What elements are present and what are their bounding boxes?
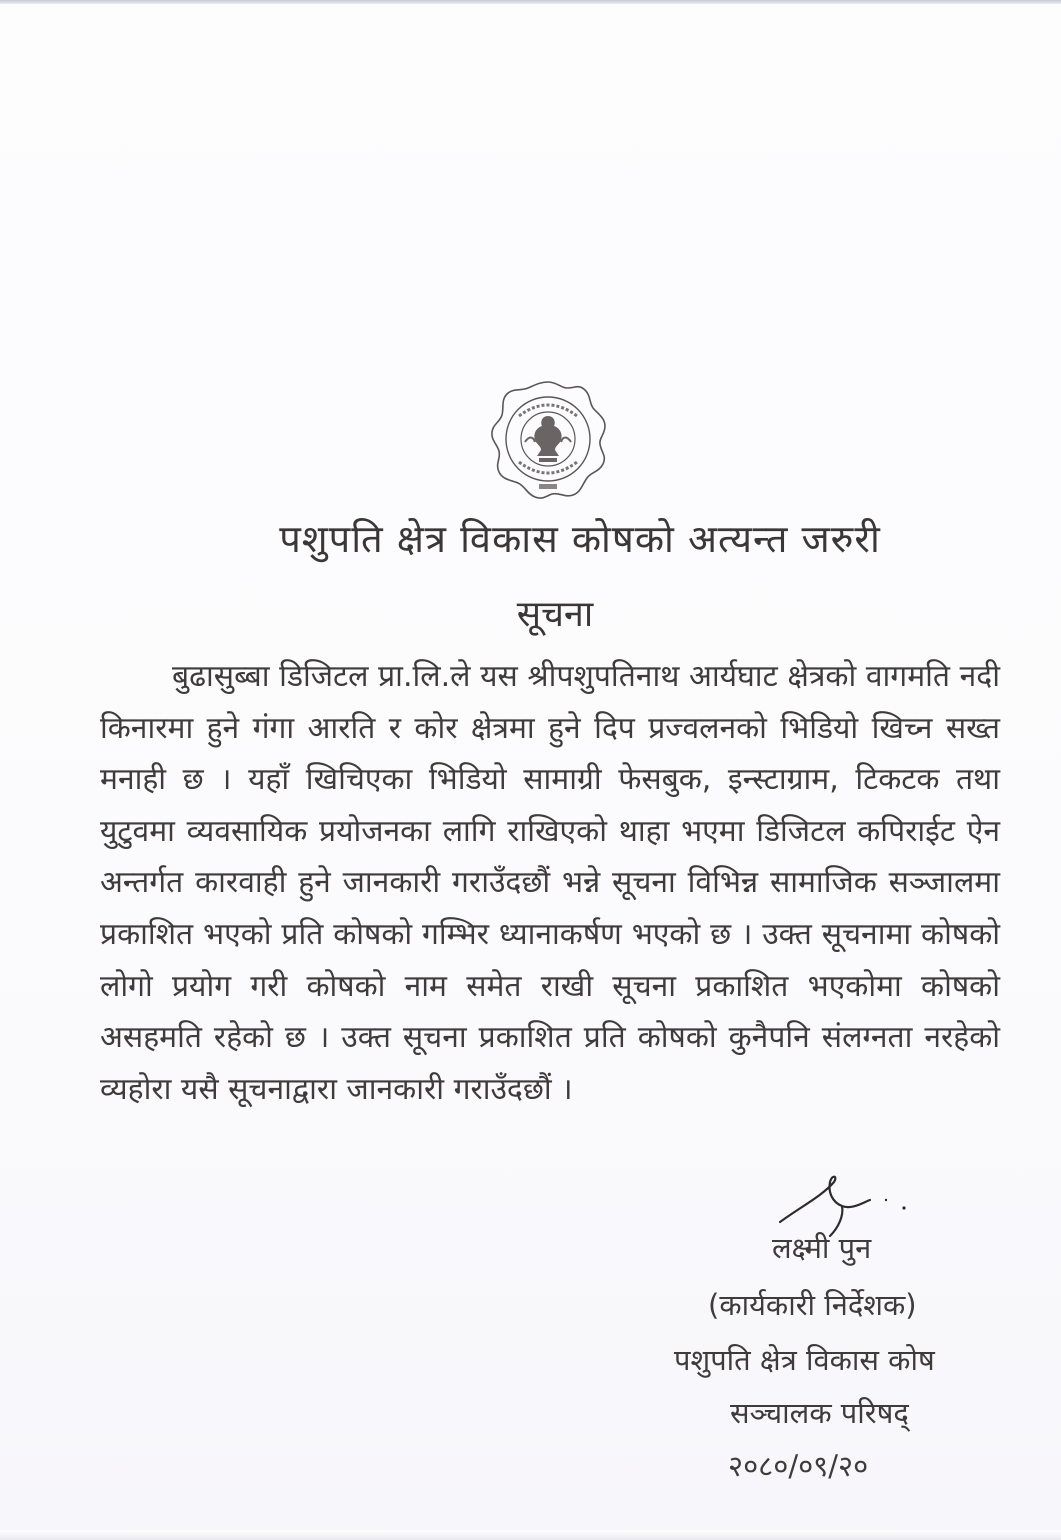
notice-title: पशुपति क्षेत्र विकास कोषको अत्यन्त जरुरी	[279, 517, 881, 561]
bottom-page-edge	[0, 1530, 1061, 1540]
notice-date: २०८०/०९/२०	[728, 1449, 869, 1483]
signatory-title: (कार्यकारी निर्देशक)	[708, 1288, 917, 1322]
signatory-name: लक्ष्मी पुन	[772, 1231, 872, 1265]
signatory-organization: पशुपति क्षेत्र विकास कोष	[674, 1343, 935, 1377]
notice-heading: सूचना	[516, 594, 594, 635]
notice-body: बुढासुब्बा डिजिटल प्रा.लि.ले यस श्रीपशुपतिनाथ आर्यघाट क्षेत्रको वागमति नदी किनारमा हुने गंगा आरति र कोर क्षेत्रमा हुने दिप प्रज्वलनको भिडियो खिच्न सख्त मनाही छ । यहाँ खिचिएका भिडियो सामाग्री फेसबुक, इन्स्टाग्राम, टिकटक तथा युटुवमा व्यवसायिक प्रयोजनका लागि राखिएको थाहा भएमा डिजिटल कपिराईट ऐन अन्तर्गत कारवाही हुने जानकारी गराउँदछौं भन्ने सूचना विभिन्न सामाजिक सञ्जालमा प्रकाशित भएको प्रति कोषको गम्भिर ध्यानाकर्षण भएको छ । उक्त सूचनामा कोषको लोगो प्रयोग गरी कोषको नाम समेत राखी सूचना प्रकाशित भएकोमा कोषको असहमति रहेको छ । उक्त सूचना प्रकाशित प्रति कोषको कुनैपनि संलग्नता नरहेको व्यहोरा यसै सूचनाद्वारा जानकारी गराउँदछौं ।	[100, 659, 1000, 1107]
organization-seal-icon	[485, 376, 611, 502]
top-page-edge	[0, 0, 1061, 4]
signatory-council: सञ्चालक परिषद्	[730, 1396, 909, 1430]
